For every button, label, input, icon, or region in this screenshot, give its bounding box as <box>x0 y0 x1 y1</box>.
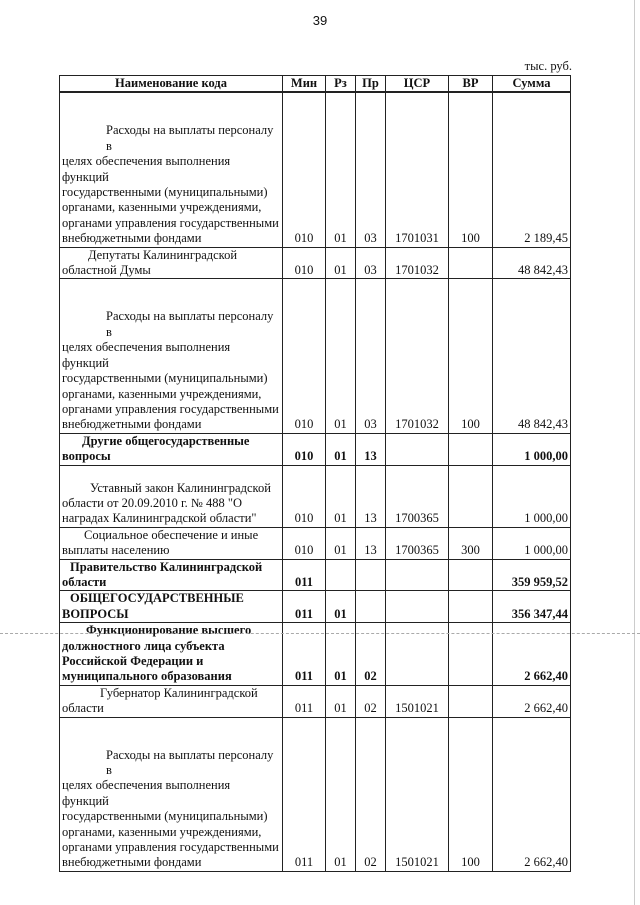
table-row <box>60 247 571 279</box>
row-sum-cell: 359 959,52 <box>493 559 571 591</box>
row-name-line: государственными (муниципальными) <box>62 371 268 386</box>
row-name-line: ОБЩЕГОСУДАРСТВЕННЫЕ <box>70 591 244 606</box>
row-pr-cell: 03 <box>356 92 386 247</box>
row-min-cell: 010 <box>283 527 326 559</box>
row-name-line: органами управления государственными <box>62 401 279 416</box>
row-sum-cell: 1 000,00 <box>493 527 571 559</box>
row-name-line: Правительство Калининградской <box>70 559 263 574</box>
row-name-line: внебюджетными фондами <box>62 417 202 432</box>
row-min-cell: 011 <box>283 685 326 717</box>
row-sum-cell: 356 347,44 <box>493 591 571 623</box>
table-row <box>60 279 571 433</box>
row-name-line: Социальное обеспечение и иные <box>84 527 259 542</box>
table-row <box>60 92 571 247</box>
row-pr-cell: 13 <box>356 433 386 465</box>
row-name-line: муниципального образования <box>62 669 232 684</box>
row-vr-cell <box>449 247 493 279</box>
row-name-line: Уставный закон Калининградской <box>90 480 271 495</box>
row-rz-cell: 01 <box>326 527 356 559</box>
row-name-line: ВОПРОСЫ <box>62 606 129 621</box>
row-name-line: выплаты населению <box>62 543 170 558</box>
row-csr-cell: 1501021 <box>386 717 449 871</box>
row-name-line: областной Думы <box>62 263 151 278</box>
row-name-line: Расходы на выплаты персоналу в <box>106 123 274 153</box>
row-vr-cell <box>449 591 493 623</box>
page-number: 39 <box>312 13 328 28</box>
row-name-line: государственными (муниципальными) <box>62 185 268 200</box>
row-name-cell <box>60 279 283 433</box>
row-pr-cell: 02 <box>356 623 386 686</box>
row-vr-cell <box>449 685 493 717</box>
row-spacer <box>62 93 280 108</box>
row-vr-cell <box>449 465 493 527</box>
row-pr-cell: 13 <box>356 465 386 527</box>
table-row <box>60 433 571 465</box>
row-name-line: области <box>62 574 107 589</box>
row-name-line: Другие общегосударственные <box>82 433 250 448</box>
row-name-cell <box>60 685 283 717</box>
row-min-cell: 010 <box>283 92 326 247</box>
row-name-line: государственными (муниципальными) <box>62 809 268 824</box>
row-name-line: внебюджетными фондами <box>62 231 202 246</box>
row-rz-cell: 01 <box>326 591 356 623</box>
header-vr: ВР <box>449 76 493 93</box>
row-rz-cell: 01 <box>326 92 356 247</box>
row-min-cell: 010 <box>283 247 326 279</box>
row-spacer <box>62 294 280 309</box>
row-name-line: вопросы <box>62 449 111 464</box>
row-min-cell: 011 <box>283 717 326 871</box>
row-vr-cell <box>449 559 493 591</box>
row-name-cell <box>60 591 283 623</box>
row-name-line: Расходы на выплаты персоналу в <box>106 747 274 778</box>
row-csr-cell: 1501021 <box>386 685 449 717</box>
row-name-line: целях обеспечения выполнения функций <box>62 340 231 370</box>
header-sum: Сумма <box>493 76 571 93</box>
row-name-line: органами, казенными учреждениями, <box>62 200 262 215</box>
row-pr-cell <box>356 591 386 623</box>
row-csr-cell <box>386 591 449 623</box>
row-name-line: Расходы на выплаты персоналу в <box>106 309 274 339</box>
row-sum-cell: 2 662,40 <box>493 623 571 686</box>
row-vr-cell: 100 <box>449 717 493 871</box>
row-vr-cell: 100 <box>449 279 493 433</box>
row-sum-cell: 2 662,40 <box>493 685 571 717</box>
row-sum-cell: 48 842,43 <box>493 279 571 433</box>
row-spacer <box>62 279 280 294</box>
row-pr-cell <box>356 559 386 591</box>
row-name-line: органами, казенными учреждениями, <box>62 386 262 401</box>
header-pr: Пр <box>356 76 386 93</box>
table-row <box>60 685 571 717</box>
header-min: Мин <box>283 76 326 93</box>
row-min-cell: 011 <box>283 591 326 623</box>
row-csr-cell <box>386 559 449 591</box>
row-name-cell <box>60 247 283 279</box>
table-row <box>60 717 571 871</box>
row-rz-cell: 01 <box>326 685 356 717</box>
row-csr-cell: 1700365 <box>386 527 449 559</box>
row-name-cell <box>60 92 283 247</box>
row-rz-cell <box>326 559 356 591</box>
row-name-line: органами, казенными учреждениями, <box>62 824 262 839</box>
table-header-row <box>60 76 571 93</box>
row-name-line: целях обеспечения выполнения функций <box>62 154 231 184</box>
row-min-cell: 010 <box>283 279 326 433</box>
row-name-line: органами управления государственными <box>62 840 279 855</box>
row-name-cell <box>60 465 283 527</box>
row-name-line: целях обеспечения выполнения функций <box>62 778 231 808</box>
table-row <box>60 465 571 527</box>
row-name-cell <box>60 527 283 559</box>
row-pr-cell: 02 <box>356 685 386 717</box>
row-min-cell: 010 <box>283 465 326 527</box>
row-pr-cell: 03 <box>356 247 386 279</box>
scan-edge <box>634 0 635 905</box>
row-csr-cell: 1701031 <box>386 92 449 247</box>
row-spacer <box>62 466 280 481</box>
row-name-line: Функционирование высшего <box>86 623 252 638</box>
row-rz-cell: 01 <box>326 465 356 527</box>
row-rz-cell: 01 <box>326 247 356 279</box>
row-min-cell: 011 <box>283 559 326 591</box>
row-name-line: области <box>62 701 104 716</box>
row-rz-cell: 01 <box>326 279 356 433</box>
row-rz-cell: 01 <box>326 433 356 465</box>
row-rz-cell: 01 <box>326 717 356 871</box>
row-vr-cell <box>449 433 493 465</box>
row-name-cell <box>60 717 283 871</box>
budget-table <box>59 75 571 872</box>
row-spacer <box>62 733 280 748</box>
row-pr-cell: 02 <box>356 717 386 871</box>
row-vr-cell: 100 <box>449 92 493 247</box>
row-vr-cell: 300 <box>449 527 493 559</box>
row-name-line: наградах Калининградской области" <box>62 511 257 526</box>
table-row <box>60 527 571 559</box>
row-name-line: должностного лица субъекта <box>62 638 225 653</box>
row-name-cell <box>60 559 283 591</box>
table-row <box>60 591 571 623</box>
row-rz-cell: 01 <box>326 623 356 686</box>
row-csr-cell: 1701032 <box>386 279 449 433</box>
row-sum-cell: 2 662,40 <box>493 717 571 871</box>
row-name-line: внебюджетными фондами <box>62 855 202 870</box>
units-label: тыс. руб. <box>524 59 572 73</box>
row-name-line: области от 20.09.2010 г. № 488 "О <box>62 495 242 510</box>
scan-fold-line <box>0 633 640 634</box>
row-pr-cell: 13 <box>356 527 386 559</box>
row-spacer <box>62 108 280 123</box>
row-name-line: Депутаты Калининградской <box>88 247 238 262</box>
header-name: Наименование кода <box>60 76 283 93</box>
row-name-line: Российской Федерации и <box>62 654 204 668</box>
row-name-line: Губернатор Калининградской <box>100 685 258 700</box>
row-name-cell <box>60 433 283 465</box>
row-sum-cell: 1 000,00 <box>493 465 571 527</box>
row-csr-cell: 1700365 <box>386 465 449 527</box>
header-rz: Рз <box>326 76 356 93</box>
header-csr: ЦСР <box>386 76 449 93</box>
table-row <box>60 559 571 591</box>
row-sum-cell: 2 189,45 <box>493 92 571 247</box>
row-min-cell: 010 <box>283 433 326 465</box>
row-pr-cell: 03 <box>356 279 386 433</box>
row-sum-cell: 48 842,43 <box>493 247 571 279</box>
row-sum-cell: 1 000,00 <box>493 433 571 465</box>
row-spacer <box>62 718 280 733</box>
row-csr-cell <box>386 433 449 465</box>
row-min-cell: 011 <box>283 623 326 686</box>
row-name-line: органами управления государственными <box>62 215 279 230</box>
row-csr-cell: 1701032 <box>386 247 449 279</box>
